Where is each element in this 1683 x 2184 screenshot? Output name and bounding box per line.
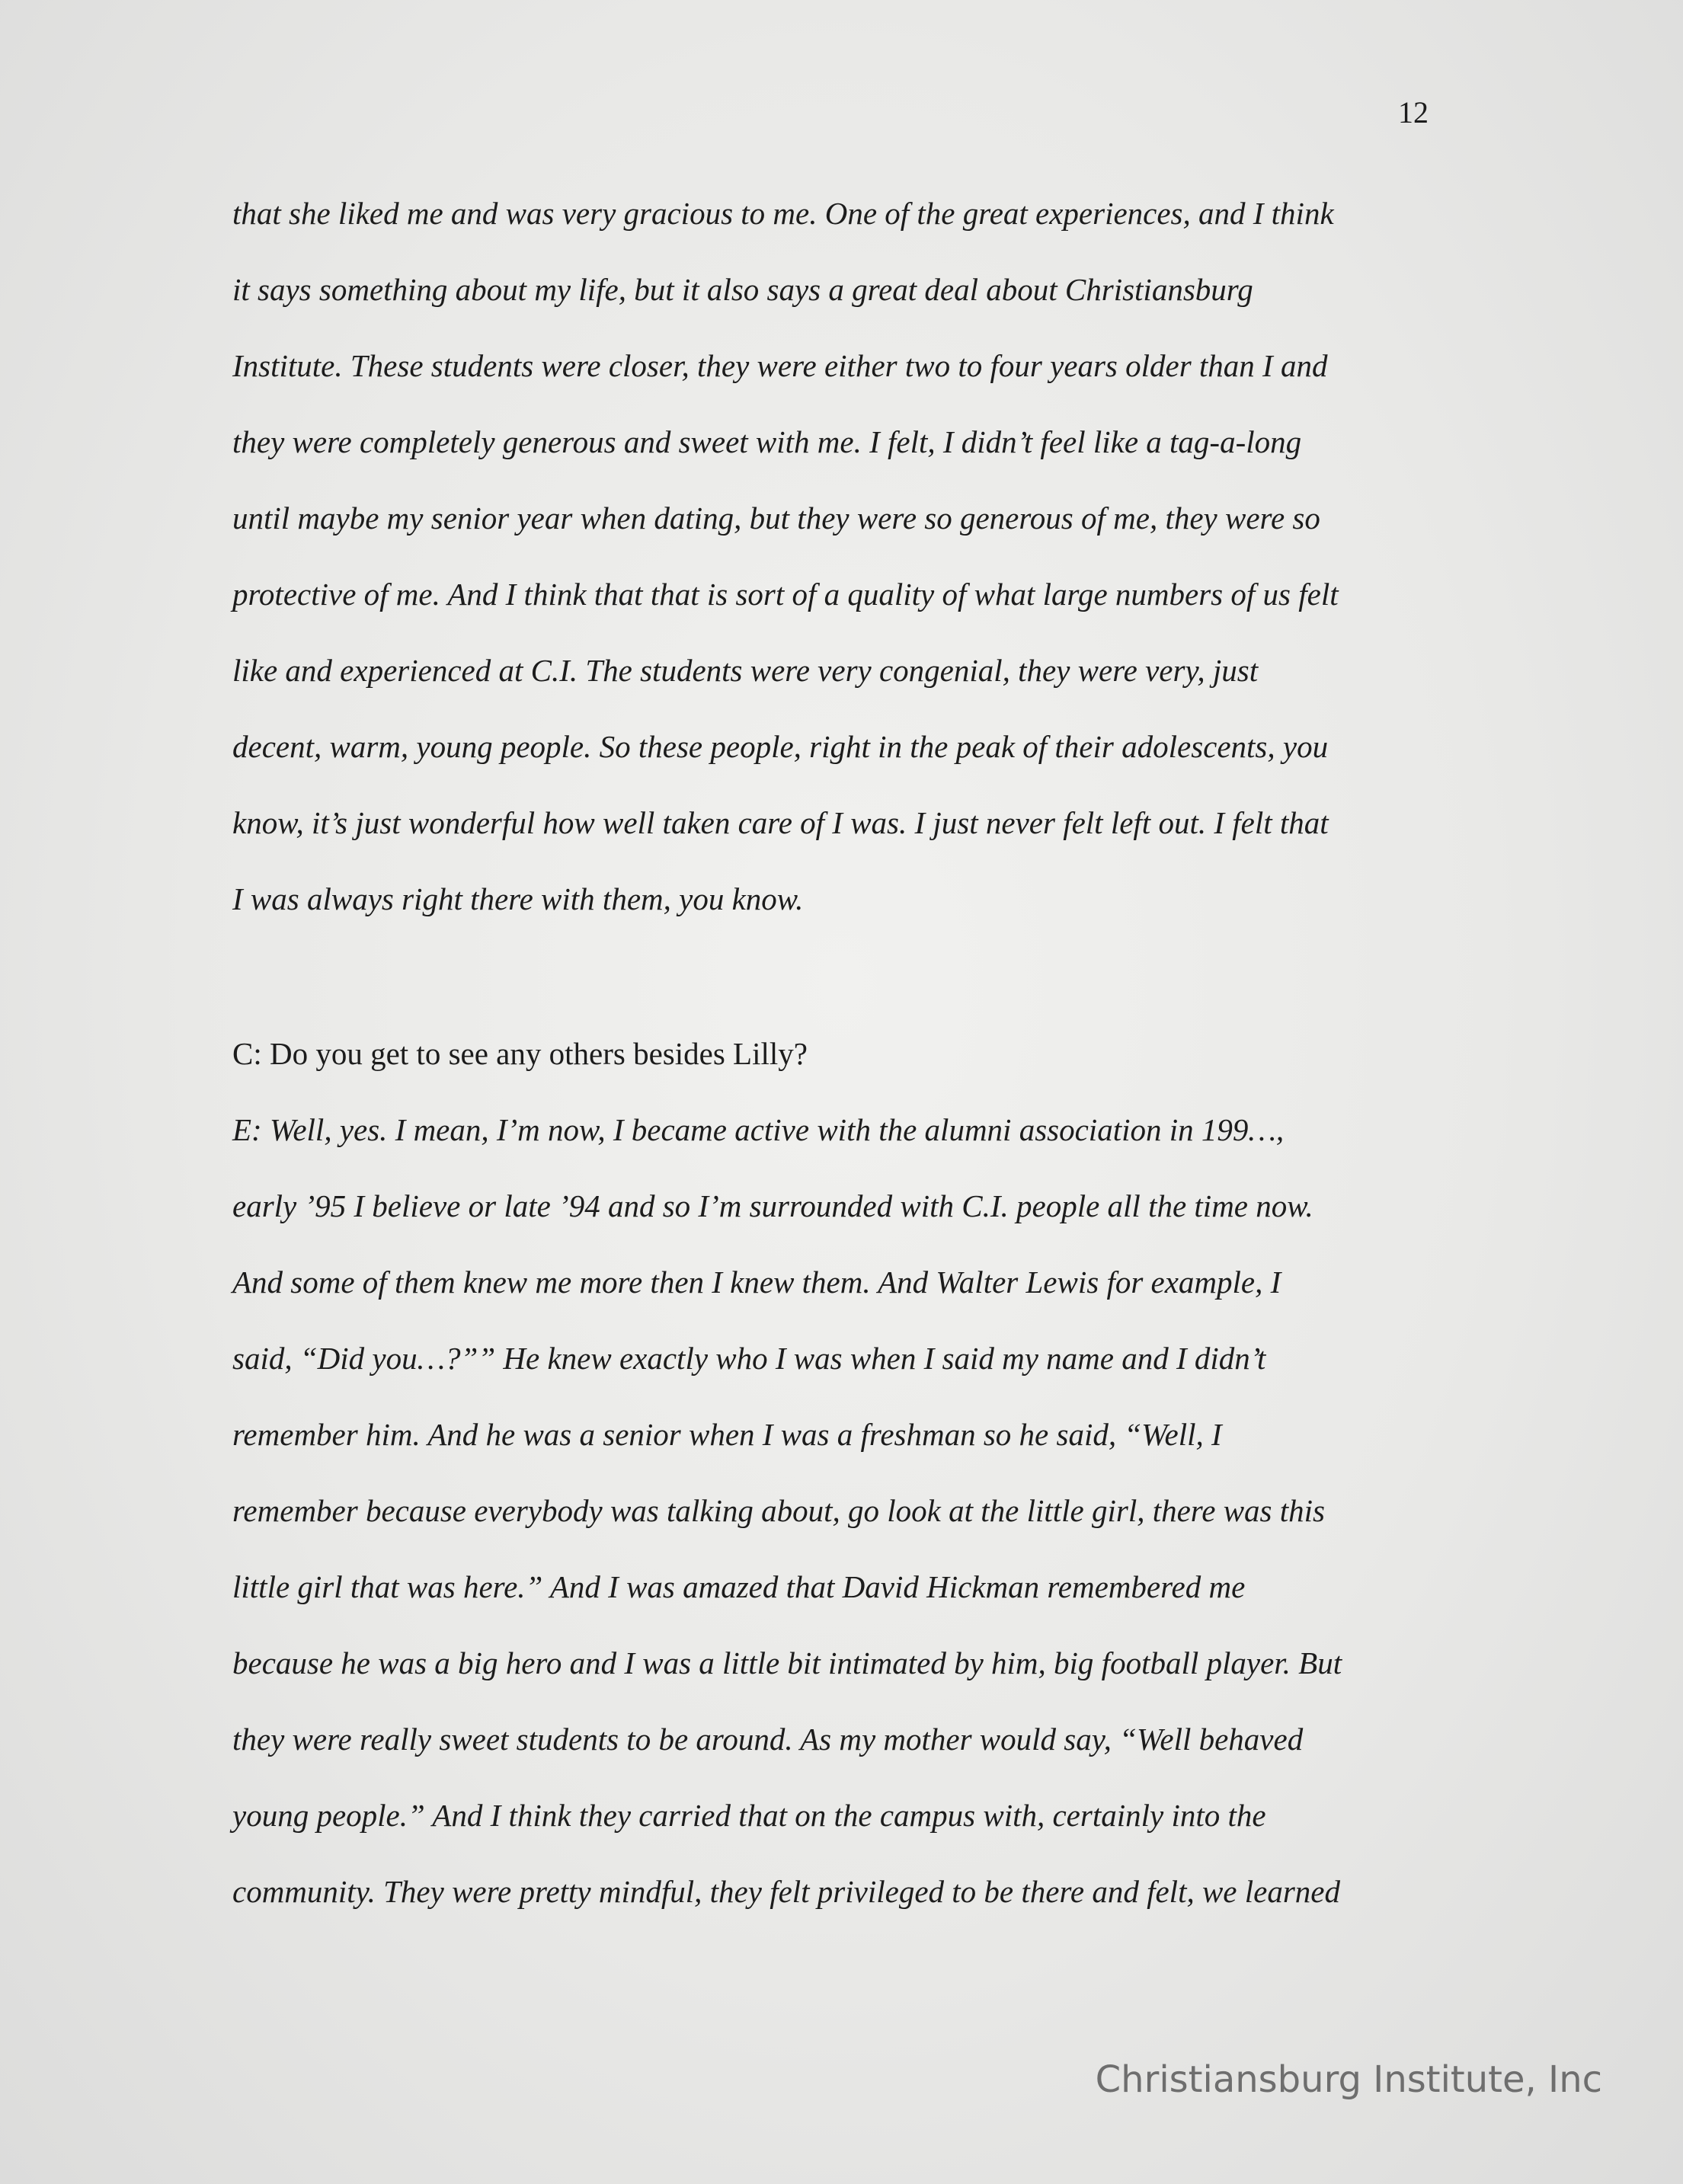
text-line: community. They were pretty mindful, they felt privileged to be there and felt, we learned bbox=[232, 1874, 1340, 1909]
text-line: young people.” And I think they carried that on the campus with, certainly into the bbox=[232, 1798, 1266, 1833]
text-line: E: Well, yes. I mean, I’m now, I became active with the alumni association in 199…, bbox=[232, 1112, 1285, 1147]
text-line: remember him. And he was a senior when I was a freshman so he said, “Well, I bbox=[232, 1417, 1222, 1452]
interviewer-question: C: Do you get to see any others besides Lilly? bbox=[232, 1036, 808, 1071]
text-line: I was always right there with them, you know. bbox=[232, 881, 804, 916]
text-line: it says something about my life, but it also says a great deal about Christiansburg bbox=[232, 272, 1253, 307]
text-line: know, it’s just wonderful how well taken care of I was. I just never felt left out. I felt that bbox=[232, 805, 1329, 840]
interviewee-answer bbox=[232, 1092, 1451, 1930]
text-line: they were really sweet students to be around. As my mother would say, “Well behaved bbox=[232, 1722, 1304, 1757]
text-line: decent, warm, young people. So these people, right in the peak of their adolescents, you bbox=[232, 729, 1329, 764]
text-line: they were completely generous and sweet with me. I felt, I didn’t feel like a tag-a-long bbox=[232, 424, 1302, 459]
text-line: until maybe my senior year when dating, but they were so generous of me, they were so bbox=[232, 500, 1320, 536]
text-line: early ’95 I believe or late ’94 and so I’m surrounded with C.I. people all the time now. bbox=[232, 1188, 1313, 1223]
watermark: Christiansburg Institute, Inc bbox=[1095, 2058, 1602, 2101]
text-line: little girl that was here.” And I was amazed that David Hickman remembered me bbox=[232, 1569, 1246, 1604]
text-line: because he was a big hero and I was a little bit intimated by him, big football player. But bbox=[232, 1645, 1342, 1680]
page-number: 12 bbox=[1398, 95, 1429, 130]
text-line: that she liked me and was very gracious to me. One of the great experiences, and I think bbox=[232, 196, 1334, 231]
text-line: remember because everybody was talking about, go look at the little girl, there was this bbox=[232, 1493, 1325, 1528]
paragraph-narrative bbox=[232, 175, 1451, 937]
text-line: protective of me. And I think that that is sort of a quality of what large numbers of us felt bbox=[232, 577, 1339, 612]
text-line: said, “Did you…?”” He knew exactly who I was when I said my name and I didn’t bbox=[232, 1341, 1266, 1376]
text-line: Institute. These students were closer, they were either two to four years older than I and bbox=[232, 348, 1328, 383]
text-line: like and experienced at C.I. The students were very congenial, they were very, just bbox=[232, 653, 1259, 688]
text-line: And some of them knew me more then I knew them. And Walter Lewis for example, I bbox=[232, 1265, 1281, 1300]
